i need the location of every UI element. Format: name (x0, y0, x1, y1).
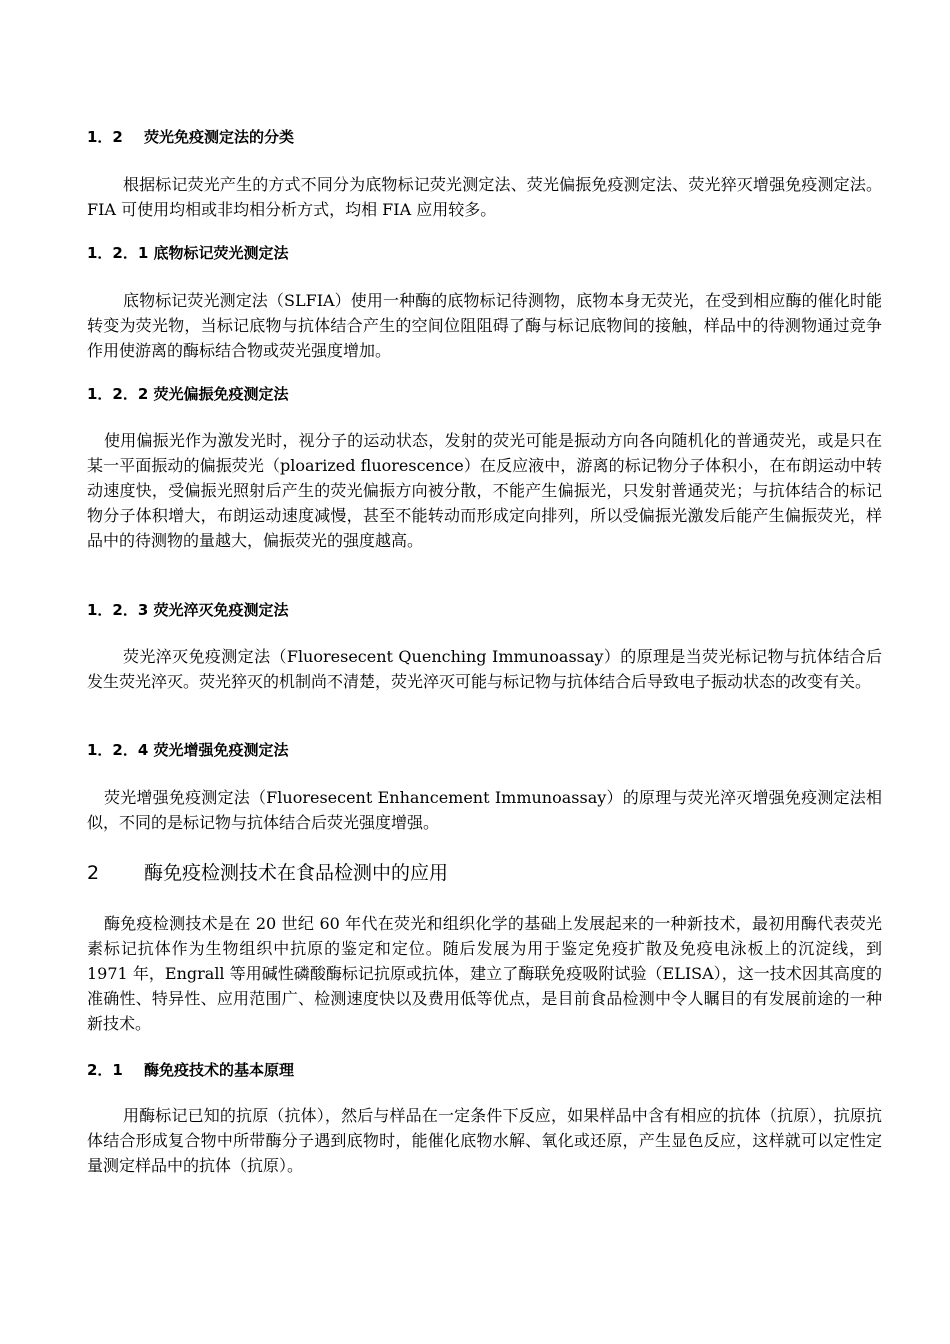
heading-title: 酶免疫技术的基本原理 (144, 1061, 295, 1079)
heading-2-1 (87, 1060, 887, 1080)
paragraph-2-1: 用酶标记已知的抗原（抗体），然后与样品在一定条件下反应，如果样品中含有相应的抗体（抗原），抗原抗体结合形成复合物中所带酶分子遇到底物时，能催化底物水解、氧化或还原，产生显色反应，这样就可以定性定量测定样品中的抗体（抗原）。 (87, 1106, 882, 1175)
heading-1-2-2: 1．2．2 荧光偏振免疫测定法 (87, 385, 289, 403)
paragraph-1-2-2: 使用偏振光作为激发光时，视分子的运动状态，发射的荧光可能是振动方向各向随机化的普通荧光，或是只在某一平面振动的偏振荧光（ploarized fluorescence）在反应液中，游离的标记物分子体积小，在布朗运动中转动速度快，受偏振光照射后产生的荧光偏振方向被分散，不能产生偏振光，只发射普通荧光；与抗体结合的标记物分子体积增大，布朗运动速度减慢，甚至不能转动而形成定向排列，所以受偏振光激发后能产生偏振荧光，样品中的待测物的量越大，偏振荧光的强度越高。 (87, 431, 882, 550)
heading-title: 荧光免疫测定法的分类 (144, 128, 295, 146)
heading-1-2-3: 1．2．3 荧光淬灭免疫测定法 (87, 601, 289, 619)
heading-number: 1．2 (87, 128, 123, 146)
paragraph-1-2-1: 底物标记荧光测定法（SLFIA）使用一种酶的底物标记待测物，底物本身无荧光，在受到相应酶的催化时能转变为荧光物，当标记底物与抗体结合产生的空间位阻阻碍了酶与标记底物间的接触，样品中的待测物通过竞争作用使游离的酶标结合物或荧光强度增加。 (87, 291, 882, 360)
heading-1-2-4: 1．2．4 荧光增强免疫测定法 (87, 741, 289, 759)
heading-number: 2 (87, 862, 100, 884)
paragraph-1-2-4: 荧光增强免疫测定法（Fluoresecent Enhancement Immunoassay）的原理与荧光淬灭增强免疫测定法相似，不同的是标记物与抗体结合后荧光强度增强。 (87, 788, 882, 832)
heading-number: 2．1 (87, 1061, 123, 1079)
paragraph-1-2: 根据标记荧光产生的方式不同分为底物标记荧光测定法、荧光偏振免疫测定法、荧光猝灭增强免疫测定法。FIA 可使用均相或非均相分析方式，均相 FIA 应用较多。 (87, 175, 882, 219)
paragraph-2: 酶免疫检测技术是在 20 世纪 60 年代在荧光和组织化学的基础上发展起来的一种新技术，最初用酶代表荧光素标记抗体作为生物组织中抗原的鉴定和定位。随后发展为用于鉴定免疫扩散及免疫电泳板上的沉淀线，到 1971 年，Engrall 等用碱性磷酸酶标记抗原或抗体，建立了酶联免疫吸附试验（ELISA），这一技术因其高度的准确性、特异性、应用范围广、检测速度快以及费用低等优点，是目前食品检测中令人瞩目的有发展前途的一种新技术。 (87, 914, 882, 1033)
paragraph-1-2-3: 荧光淬灭免疫测定法（Fluoresecent Quenching Immunoassay）的原理是当荧光标记物与抗体结合后发生荧光淬灭。荧光猝灭的机制尚不清楚，荧光淬灭可能与标记物与抗体结合后导致电子振动状态的改变有关。 (87, 647, 882, 691)
heading-title: 酶免疫检测技术在食品检测中的应用 (144, 862, 449, 884)
heading-1-2-1: 1．2．1 底物标记荧光测定法 (87, 244, 289, 262)
heading-2 (87, 861, 887, 885)
heading-1-2 (87, 127, 887, 147)
